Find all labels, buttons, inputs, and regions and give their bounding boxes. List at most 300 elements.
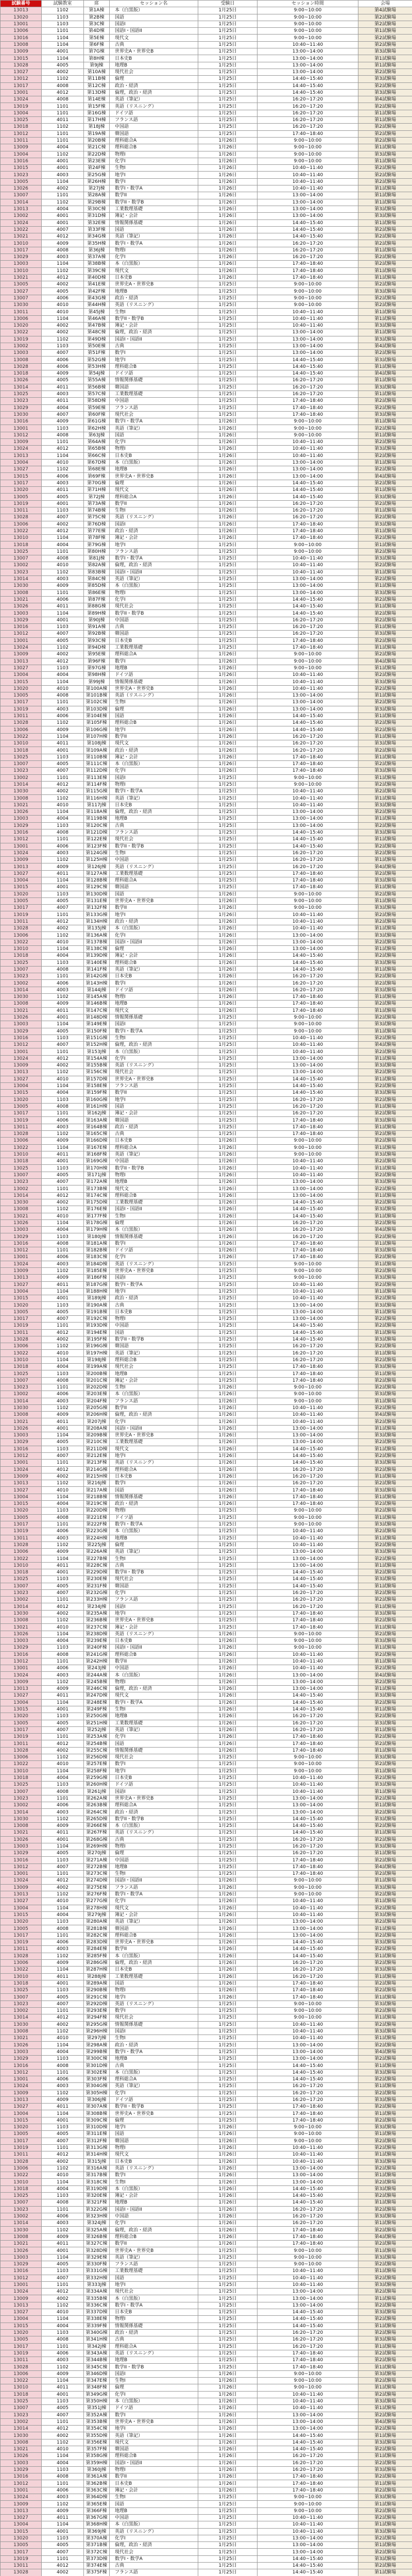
table-row[interactable] (1, 1316, 412, 1323)
table-row[interactable] (1, 870, 412, 877)
table-row[interactable] (1, 589, 412, 596)
table-row[interactable] (1, 2117, 412, 2124)
table-row[interactable] (1, 2350, 412, 2357)
table-row[interactable] (1, 1487, 412, 1494)
header-room[interactable]: 試験教室 (42, 1, 84, 7)
table-row[interactable] (1, 2158, 412, 2165)
table-row[interactable] (1, 1562, 412, 1569)
table-row[interactable] (1, 384, 412, 391)
table-row[interactable] (1, 2014, 412, 2021)
table-row[interactable] (1, 1165, 412, 1172)
table-row[interactable] (1, 1452, 412, 1459)
table-row[interactable] (1, 1507, 412, 1514)
table-row[interactable] (1, 2076, 412, 2082)
table-row[interactable] (1, 1418, 412, 1425)
table-row[interactable] (1, 2446, 412, 2452)
table-row[interactable] (1, 521, 412, 528)
table-row[interactable] (1, 2426, 412, 2432)
table-row[interactable] (1, 267, 412, 274)
table-row[interactable] (1, 1651, 412, 1658)
table-row[interactable] (1, 2323, 412, 2329)
table-row[interactable] (1, 932, 412, 939)
table-row[interactable] (1, 1460, 412, 1466)
table-row[interactable] (1, 884, 412, 891)
table-row[interactable] (1, 760, 412, 767)
table-row[interactable] (1, 1919, 412, 1925)
table-row[interactable] (1, 637, 412, 644)
table-row[interactable] (1, 1028, 412, 1035)
table-row[interactable] (1, 857, 412, 863)
table-row[interactable] (1, 1103, 412, 1110)
table-row[interactable] (1, 1001, 412, 1007)
table-row[interactable] (1, 1391, 412, 1398)
table-row[interactable] (1, 350, 412, 357)
table-row[interactable] (1, 2357, 412, 2364)
table-row[interactable] (1, 2281, 412, 2288)
table-row[interactable] (1, 130, 412, 137)
table-row[interactable] (1, 843, 412, 850)
table-row[interactable] (1, 1007, 412, 1014)
table-row[interactable] (1, 1110, 412, 1117)
table-row[interactable] (1, 2460, 412, 2466)
table-row[interactable] (1, 829, 412, 836)
table-row[interactable] (1, 1350, 412, 1357)
table-row[interactable] (1, 2233, 412, 2240)
table-row[interactable] (1, 7, 412, 14)
table-row[interactable] (1, 281, 412, 288)
table-row[interactable] (1, 1281, 412, 1288)
table-row[interactable] (1, 596, 412, 603)
table-row[interactable] (1, 117, 412, 124)
table-row[interactable] (1, 2391, 412, 2398)
table-row[interactable] (1, 802, 412, 808)
table-row[interactable] (1, 28, 412, 35)
table-row[interactable] (1, 1857, 412, 1863)
table-row[interactable] (1, 1829, 412, 1836)
table-row[interactable] (1, 624, 412, 631)
table-row[interactable] (1, 2275, 412, 2281)
table-row[interactable] (1, 987, 412, 993)
table-row[interactable] (1, 768, 412, 774)
table-row[interactable] (1, 816, 412, 822)
table-row[interactable] (1, 1446, 412, 1452)
table-row[interactable] (1, 788, 412, 795)
table-row[interactable] (1, 1884, 412, 1891)
table-row[interactable] (1, 439, 412, 446)
table-row[interactable] (1, 213, 412, 219)
table-row[interactable] (1, 2144, 412, 2151)
table-row[interactable] (1, 1795, 412, 1802)
table-row[interactable] (1, 1932, 412, 1939)
table-row[interactable] (1, 2295, 412, 2302)
table-row[interactable] (1, 1905, 412, 1911)
table-row[interactable] (1, 2569, 412, 2576)
table-row[interactable] (1, 754, 412, 760)
table-row[interactable] (1, 980, 412, 987)
table-row[interactable] (1, 76, 412, 82)
table-row[interactable] (1, 2062, 412, 2069)
table-row[interactable] (1, 1076, 412, 1082)
table-row[interactable] (1, 1172, 412, 1178)
table-row[interactable] (1, 2185, 412, 2192)
table-row[interactable] (1, 1364, 412, 1370)
table-row[interactable] (1, 1432, 412, 1439)
table-row[interactable] (1, 240, 412, 247)
table-row[interactable] (1, 363, 412, 370)
table-row[interactable] (1, 740, 412, 747)
table-row[interactable] (1, 2480, 412, 2487)
table-row[interactable] (1, 2241, 412, 2247)
table-row[interactable] (1, 1994, 412, 2001)
table-row[interactable] (1, 583, 412, 589)
table-row[interactable] (1, 1541, 412, 1548)
table-row[interactable] (1, 82, 412, 89)
table-row[interactable] (1, 692, 412, 699)
table-row[interactable] (1, 1631, 412, 1637)
table-row[interactable] (1, 487, 412, 494)
table-row[interactable] (1, 233, 412, 240)
table-row[interactable] (1, 569, 412, 575)
table-row[interactable] (1, 2398, 412, 2404)
table-row[interactable] (1, 2528, 412, 2535)
table-row[interactable] (1, 528, 412, 534)
table-row[interactable] (1, 1501, 412, 1507)
table-row[interactable] (1, 945, 412, 952)
table-row[interactable] (1, 1891, 412, 1897)
table-row[interactable] (1, 973, 412, 980)
table-row[interactable] (1, 1706, 412, 1713)
table-row[interactable] (1, 2439, 412, 2446)
table-row[interactable] (1, 1535, 412, 1541)
table-row[interactable] (1, 1247, 412, 1254)
table-row[interactable] (1, 1042, 412, 1048)
table-row[interactable] (1, 1569, 412, 1575)
table-row[interactable] (1, 2254, 412, 2261)
table-row[interactable] (1, 1185, 412, 1192)
table-row[interactable] (1, 897, 412, 904)
table-row[interactable] (1, 357, 412, 363)
table-row[interactable] (1, 1911, 412, 1918)
table-row[interactable] (1, 774, 412, 781)
table-row[interactable] (1, 1788, 412, 1795)
table-row[interactable] (1, 1130, 412, 1137)
table-row[interactable] (1, 2542, 412, 2549)
table-row[interactable] (1, 480, 412, 486)
table-row[interactable] (1, 1096, 412, 1103)
table-row[interactable] (1, 2302, 412, 2309)
table-row[interactable] (1, 1309, 412, 1315)
table-row[interactable] (1, 1206, 412, 1213)
table-row[interactable] (1, 1439, 412, 1446)
table-row[interactable] (1, 2151, 412, 2158)
table-row[interactable] (1, 1062, 412, 1069)
table-row[interactable] (1, 1404, 412, 1411)
table-row[interactable] (1, 1973, 412, 1980)
table-row[interactable] (1, 2110, 412, 2117)
table-row[interactable] (1, 726, 412, 733)
table-row[interactable] (1, 2343, 412, 2350)
table-row[interactable] (1, 2035, 412, 2042)
table-row[interactable] (1, 720, 412, 726)
table-row[interactable] (1, 2466, 412, 2473)
table-row[interactable] (1, 2172, 412, 2179)
table-row[interactable] (1, 144, 412, 151)
table-row[interactable] (1, 35, 412, 41)
table-row[interactable] (1, 1959, 412, 1966)
table-row[interactable] (1, 1055, 412, 1062)
table-row[interactable] (1, 309, 412, 315)
table-row[interactable] (1, 62, 412, 69)
table-row[interactable] (1, 1412, 412, 1418)
table-row[interactable] (1, 514, 412, 521)
table-row[interactable] (1, 185, 412, 192)
table-row[interactable] (1, 1528, 412, 1535)
table-row[interactable] (1, 1877, 412, 1884)
table-row[interactable] (1, 1624, 412, 1631)
table-row[interactable] (1, 253, 412, 260)
table-row[interactable] (1, 1069, 412, 1076)
table-row[interactable] (1, 2384, 412, 2391)
table-row[interactable] (1, 1809, 412, 1816)
table-row[interactable] (1, 1967, 412, 1973)
table-row[interactable] (1, 1747, 412, 1754)
table-row[interactable] (1, 747, 412, 754)
table-row[interactable] (1, 1275, 412, 1281)
table-row[interactable] (1, 151, 412, 158)
table-row[interactable] (1, 603, 412, 610)
table-row[interactable] (1, 1082, 412, 1089)
table-row[interactable] (1, 1953, 412, 1959)
table-row[interactable] (1, 2563, 412, 2569)
table-row[interactable] (1, 1267, 412, 1274)
table-row[interactable] (1, 398, 412, 404)
header-place[interactable]: 席 (84, 1, 110, 7)
table-row[interactable] (1, 1589, 412, 1596)
table-row[interactable] (1, 1754, 412, 1761)
table-row[interactable] (1, 1617, 412, 1624)
table-row[interactable] (1, 2309, 412, 2316)
table-row[interactable] (1, 877, 412, 884)
table-row[interactable] (1, 1713, 412, 1720)
table-row[interactable] (1, 1946, 412, 1953)
table-row[interactable] (1, 1398, 412, 1404)
table-row[interactable] (1, 2227, 412, 2233)
table-row[interactable] (1, 2247, 412, 2254)
table-row[interactable] (1, 1124, 412, 1130)
table-row[interactable] (1, 1980, 412, 1987)
table-row[interactable] (1, 2179, 412, 2185)
table-row[interactable] (1, 2069, 412, 2076)
table-row[interactable] (1, 2261, 412, 2267)
table-row[interactable] (1, 158, 412, 164)
table-row[interactable] (1, 1377, 412, 1384)
table-row[interactable] (1, 685, 412, 692)
table-row[interactable] (1, 89, 412, 96)
table-row[interactable] (1, 953, 412, 959)
table-row[interactable] (1, 672, 412, 679)
table-row[interactable] (1, 679, 412, 685)
table-row[interactable] (1, 302, 412, 309)
table-row[interactable] (1, 1261, 412, 1267)
table-row[interactable] (1, 1734, 412, 1740)
table-row[interactable] (1, 2131, 412, 2138)
table-row[interactable] (1, 2329, 412, 2336)
table-row[interactable] (1, 2001, 412, 2007)
table-row[interactable] (1, 644, 412, 651)
table-row[interactable] (1, 699, 412, 706)
table-row[interactable] (1, 69, 412, 75)
table-row[interactable] (1, 2268, 412, 2275)
table-row[interactable] (1, 192, 412, 199)
table-row[interactable] (1, 336, 412, 343)
table-row[interactable] (1, 1090, 412, 1096)
table-row[interactable] (1, 1254, 412, 1261)
table-row[interactable] (1, 247, 412, 253)
table-row[interactable] (1, 2090, 412, 2096)
table-row[interactable] (1, 2555, 412, 2562)
table-row[interactable] (1, 1850, 412, 1857)
table-row[interactable] (1, 2124, 412, 2131)
table-row[interactable] (1, 1720, 412, 1726)
table-row[interactable] (1, 1679, 412, 1685)
table-row[interactable] (1, 631, 412, 637)
table-row[interactable] (1, 1240, 412, 1247)
table-row[interactable] (1, 1726, 412, 1733)
table-row[interactable] (1, 1898, 412, 1905)
table-row[interactable] (1, 994, 412, 1001)
table-row[interactable] (1, 925, 412, 932)
table-row[interactable] (1, 2028, 412, 2035)
table-row[interactable] (1, 2042, 412, 2048)
table-row[interactable] (1, 535, 412, 541)
table-row[interactable] (1, 500, 412, 507)
table-row[interactable] (1, 959, 412, 966)
table-row[interactable] (1, 2096, 412, 2103)
table-row[interactable] (1, 1494, 412, 1500)
table-row[interactable] (1, 199, 412, 206)
header-exam-id[interactable]: 試験番号 (1, 1, 42, 7)
table-row[interactable] (1, 1576, 412, 1583)
table-row[interactable] (1, 219, 412, 226)
table-row[interactable] (1, 1637, 412, 1644)
table-row[interactable] (1, 391, 412, 397)
table-row[interactable] (1, 795, 412, 802)
table-row[interactable] (1, 966, 412, 973)
table-row[interactable] (1, 2138, 412, 2144)
table-row[interactable] (1, 1480, 412, 1487)
table-row[interactable] (1, 651, 412, 658)
table-row[interactable] (1, 425, 412, 432)
table-row[interactable] (1, 1357, 412, 1363)
table-row[interactable] (1, 473, 412, 480)
table-row[interactable] (1, 2289, 412, 2295)
table-row[interactable] (1, 1843, 412, 1850)
table-row[interactable] (1, 1323, 412, 1329)
table-row[interactable] (1, 1836, 412, 1843)
table-row[interactable] (1, 939, 412, 945)
table-row[interactable] (1, 261, 412, 267)
table-row[interactable] (1, 103, 412, 110)
header-venue[interactable]: 会場 (358, 1, 412, 7)
table-row[interactable] (1, 665, 412, 671)
header-session[interactable]: セッション名 (110, 1, 198, 7)
table-row[interactable] (1, 713, 412, 719)
table-row[interactable] (1, 1192, 412, 1199)
table-row[interactable] (1, 1329, 412, 1336)
table-row[interactable] (1, 446, 412, 452)
table-row[interactable] (1, 905, 412, 911)
table-row[interactable] (1, 891, 412, 897)
table-row[interactable] (1, 2501, 412, 2507)
table-row[interactable] (1, 1782, 412, 1788)
table-row[interactable] (1, 836, 412, 843)
table-row[interactable] (1, 1768, 412, 1774)
table-row[interactable] (1, 1514, 412, 1521)
table-row[interactable] (1, 1939, 412, 1946)
table-row[interactable] (1, 1233, 412, 1240)
table-row[interactable] (1, 2549, 412, 2555)
table-row[interactable] (1, 1549, 412, 1555)
table-row[interactable] (1, 555, 412, 562)
table-row[interactable] (1, 1665, 412, 1672)
table-row[interactable] (1, 459, 412, 466)
table-row[interactable] (1, 2213, 412, 2219)
table-row[interactable] (1, 617, 412, 623)
table-row[interactable] (1, 1295, 412, 1302)
table-row[interactable] (1, 1603, 412, 1610)
table-row[interactable] (1, 2535, 412, 2541)
table-row[interactable] (1, 2494, 412, 2501)
table-row[interactable] (1, 575, 412, 582)
table-row[interactable] (1, 2083, 412, 2090)
table-row[interactable] (1, 1035, 412, 1041)
table-row[interactable] (1, 1302, 412, 1309)
table-row[interactable] (1, 370, 412, 377)
table-row[interactable] (1, 2487, 412, 2494)
table-row[interactable] (1, 1521, 412, 1528)
table-row[interactable] (1, 466, 412, 473)
table-row[interactable] (1, 1199, 412, 1206)
table-row[interactable] (1, 404, 412, 411)
table-row[interactable] (1, 2206, 412, 2213)
table-row[interactable] (1, 432, 412, 438)
table-row[interactable] (1, 110, 412, 116)
table-row[interactable] (1, 1761, 412, 1768)
table-row[interactable] (1, 2007, 412, 2014)
table-row[interactable] (1, 329, 412, 336)
table-row[interactable] (1, 137, 412, 144)
table-row[interactable] (1, 494, 412, 500)
table-row[interactable] (1, 1658, 412, 1665)
table-row[interactable] (1, 918, 412, 925)
table-row[interactable] (1, 1179, 412, 1185)
table-row[interactable] (1, 1288, 412, 1295)
table-row[interactable] (1, 295, 412, 301)
table-row[interactable] (1, 781, 412, 788)
header-time[interactable]: セッション時間 (258, 1, 358, 7)
table-row[interactable] (1, 1816, 412, 1822)
table-row[interactable] (1, 41, 412, 48)
table-row[interactable] (1, 733, 412, 740)
table-row[interactable] (1, 1610, 412, 1617)
table-row[interactable] (1, 1802, 412, 1809)
table-row[interactable] (1, 1863, 412, 1870)
table-row[interactable] (1, 1219, 412, 1226)
table-row[interactable] (1, 2104, 412, 2110)
table-row[interactable] (1, 2193, 412, 2199)
table-row[interactable] (1, 1144, 412, 1151)
table-row[interactable] (1, 1645, 412, 1651)
